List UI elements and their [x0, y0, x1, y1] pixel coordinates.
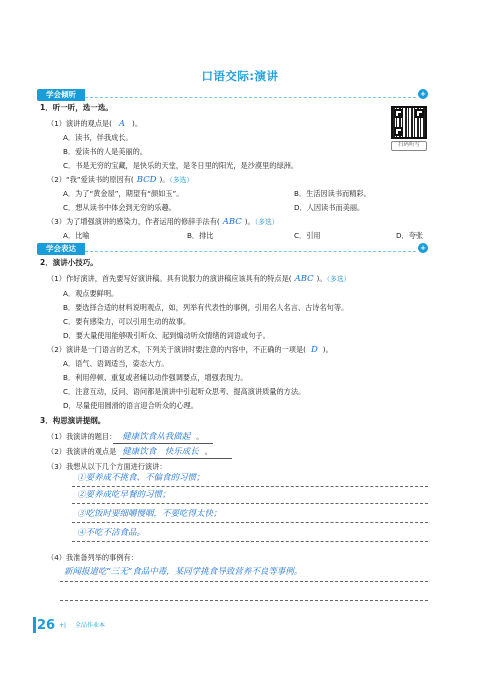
question-stem: （2）演讲是一门语言的艺术，下列关于演讲时要注意的内容中，不正确的一项是( D )。	[47, 345, 333, 355]
outline-point: ①要养成不挑食、不偏食的习惯；	[77, 473, 205, 483]
qr-code-icon[interactable]	[391, 106, 427, 139]
option: C．书是无穷的宝藏，是快乐的天堂，是冬日里的阳光，是沙漠里的绿洲。	[63, 161, 299, 170]
option: A．观点要鲜明。	[63, 289, 119, 298]
option: B．要选择合适的材料说明观点，如，列举有代表性的事例，引用名人名言、古诗名句等。	[63, 303, 349, 312]
outline-examples-label: （4）我准备列举的事例有：	[47, 553, 138, 562]
option: A．为了“黄金屋”，期望有“颜如玉”。	[63, 189, 184, 198]
question-heading: 1．听一听，选一选。	[40, 103, 113, 112]
outline-point: ③吃饭时要细嚼慢咽，不要吃得太快；	[77, 509, 222, 519]
section-header-express	[37, 243, 428, 255]
section-header-listen	[37, 89, 428, 101]
page-number: 26	[37, 618, 56, 633]
section-tab-label: 学会倾听	[37, 89, 85, 101]
answer-handwritten: ABC	[222, 217, 242, 227]
question-stem: （1）演讲的观点是( A )。	[47, 119, 143, 129]
option: C．注意互动，反问、语问都是演讲中引起听众思考、提高演讲质量的方法。	[63, 387, 306, 396]
option: A．语气、语调适当，姿态大方。	[63, 359, 169, 368]
question-stem: （3）为了增强演讲的感染力，作者运用的修辞手法有( ABC )。（多选）	[47, 217, 279, 227]
option: C．引用	[294, 231, 321, 240]
question-stem: （2）“我”爱读书的原因有( BCD )。（多选）	[47, 175, 194, 185]
outline-title-row: （1）我演讲的题目： 健康饮食从我做起 。	[47, 432, 204, 442]
question-heading: 2．演讲小技巧。	[40, 258, 98, 267]
footer-label: 全品作业本	[75, 622, 106, 629]
option: D．人因读书而美丽。	[294, 203, 365, 212]
answer-handwritten: 健康饮食从我做起	[122, 432, 191, 442]
section-tab-label: 学会表达	[37, 243, 85, 255]
qr-label: 扫码听写	[391, 141, 427, 151]
option: B．爱读书的人是美丽的。	[63, 147, 147, 156]
answer-handwritten: 健康饮食 快乐成长	[122, 447, 199, 457]
option: A．读书，伴我成长。	[63, 133, 133, 142]
question-stem: （1）作好演讲，首先要写好演讲稿。具有说服力的演讲稿应该具有的特点是( ABC )。（多选）	[47, 274, 351, 284]
option: B．排比	[187, 231, 214, 240]
option: A．比喻	[63, 231, 90, 240]
page-number-bar	[33, 617, 36, 633]
page-arrow: +|	[59, 622, 67, 629]
option: C．要有感染力，可以引用生动的故事。	[63, 317, 191, 326]
plus-icon: +	[418, 89, 428, 99]
page-title: 口语交际:演讲	[201, 69, 279, 83]
outline-example: 新闻报道吃“三无”食品中毒，某同学挑食导致营养不良等事例。	[64, 567, 303, 577]
plus-icon: +	[418, 243, 428, 253]
option: D．夸张	[396, 231, 424, 240]
option: B．生活因读书而精彩。	[294, 189, 371, 198]
answer-handwritten: BCD	[136, 175, 157, 185]
option: B．利用停顿、重复或者辅以动作强调要点，增强表现力。	[63, 373, 248, 382]
option: D．要大量使用能够吸引听众、起到煽动听众情绪的词语或句子。	[63, 331, 270, 340]
outline-aspects-label: （3）我想从以下几个方面进行演讲：	[47, 462, 167, 471]
answer-handwritten: A	[118, 119, 126, 129]
option: D．尽量使用圆滑的语言迎合听众的心理。	[63, 401, 198, 410]
option: C．想从读书中体会到无穷的乐趣。	[63, 203, 176, 212]
question-heading: 3．构思演讲提纲。	[40, 416, 106, 425]
outline-viewpoint-row: （2）我演讲的观点是 健康饮食 快乐成长 。	[47, 447, 212, 457]
answer-handwritten: ABC	[294, 274, 314, 284]
outline-point: ②要养成吃早餐的习惯；	[77, 490, 171, 500]
outline-point: ④不吃不洁食品。	[77, 528, 146, 538]
answer-handwritten: D	[310, 345, 318, 355]
